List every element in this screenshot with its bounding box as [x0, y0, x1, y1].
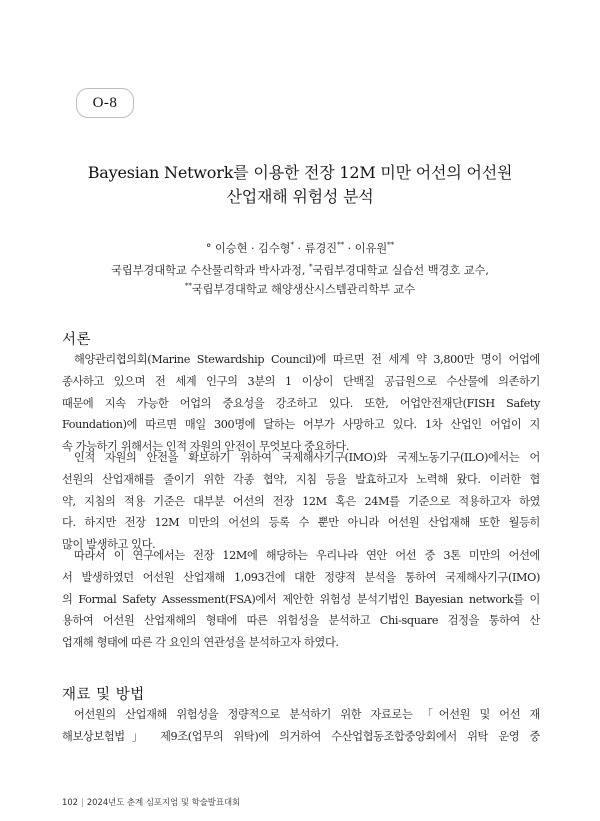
- event-name: 2024년도 춘계 심포지엄 및 학술발표대회: [86, 797, 241, 807]
- author-mark-1: *: [290, 241, 294, 249]
- intro-paragraph-3: [62, 545, 540, 654]
- text-line: 종사하고 있으며 전 세계 인구의 3분의 1 이상이 단백질 공급원으로 수산물에 의존하기: [62, 374, 540, 388]
- text-line: 속 가능하기 위해서는 인적 자원의 안전이 무엇보다 중요하다.: [62, 440, 350, 454]
- section-heading-intro: 서론: [62, 332, 92, 348]
- affiliation-line2: [0, 277, 600, 299]
- text-line: 약, 지침의 적용 기준은 대부분 어선의 전장 12M 혹은 24M를 기준으로 적용하고자 하였: [62, 494, 540, 508]
- author-mark-2: **: [337, 241, 345, 249]
- text-line: 다. 하지만 전장 12M 미만의 어선의 등록 수 뿐만 아니라 어선원 산업재해 또한 월등히: [62, 516, 540, 530]
- text-line: 많이 발생하고 있다.: [62, 538, 156, 552]
- author-names-1: ° 이승현 · 김수형: [205, 242, 291, 255]
- text-line: 업재해 형태에 따른 각 요인의 연관성을 분석하고자 하였다.: [62, 636, 339, 650]
- paper-title-line1: Bayesian Network를 이용한 전장 12M 미만 어선의 어선원: [87, 163, 513, 182]
- text-line: 선원의 산업재해를 줄이기 위한 각종 협약, 지침 등을 발효하고자 노력해 왔다. 이러한 협: [62, 472, 540, 486]
- affiliation-mark-2: **: [184, 282, 192, 290]
- paper-title-line2: 산업재해 위험성 분석: [226, 187, 374, 206]
- page-footer: [62, 796, 240, 808]
- text-line: 때문에 지속 가능한 어업의 중요성을 강조하고 있다. 또한, 어업안전재단(FISH Safety: [62, 396, 540, 410]
- intro-paragraph-2: [62, 447, 540, 556]
- affiliation-1: 국립부경대학교 수산물리학과 박사과정,: [111, 264, 310, 277]
- author-names-2: · 류경진: [293, 242, 338, 255]
- page-number: 102: [62, 797, 78, 807]
- text-line: 해양관리협의회(Marine Stewardship Council)에 따르면 전 세계 약 3,800만 명이 어업에: [74, 353, 540, 366]
- text-line: 인적 자원의 안전을 확보하기 위하여 국제해사기구(IMO)와 국제노동기구(ILO)에서는 어: [74, 451, 540, 464]
- text-line: 서 발생하였던 어선원 산업재해 1,093건에 대한 정량적 분석을 통하여 국제해사기구(IMO): [62, 570, 540, 584]
- footer-separator: |: [81, 797, 84, 807]
- text-line: 의 Formal Safety Assessment(FSA)에서 제안한 위험성 분석기법인 Bayesian network를 이: [62, 592, 540, 606]
- affiliation-mark-1: *: [309, 263, 313, 271]
- text-line: 해보상보험법」 제9조(업무의 위탁)에 의거하여 수산업협동조합중앙회에서 위탁 운영 중: [62, 729, 540, 743]
- affiliation-3: 국립부경대학교 해양생산시스템관리학부 교수: [191, 283, 416, 296]
- text-line: 용하여 어선원 산업재해의 형태에 따른 위험성을 분석하고 Chi-square 검정을 통하여 산: [62, 614, 540, 628]
- author-list: [0, 236, 600, 258]
- affiliation-2: 국립부경대학교 실습선 백경호 교수,: [312, 264, 489, 277]
- text-line: 따라서 이 연구에서는 전장 12M에 해당하는 우리나라 연안 어선 중 3톤 미만의 어선에: [74, 549, 540, 562]
- methods-paragraph-1: [62, 704, 540, 748]
- intro-paragraph-1: [62, 349, 540, 458]
- section-heading-methods: 재료 및 방법: [62, 687, 145, 703]
- session-tag: O-8: [76, 88, 134, 118]
- author-names-3: · 이유원: [344, 242, 388, 255]
- author-mark-3: **: [387, 241, 395, 249]
- text-line: Foundation)에 따르면 매일 300명에 달하는 어부가 사망하고 있다. 1차 산업인 어업이 지: [62, 418, 540, 432]
- text-line: 어선원의 산업재해 위험성을 정량적으로 분석하기 위한 자료로는 「어선원 및 어선 재: [74, 708, 540, 721]
